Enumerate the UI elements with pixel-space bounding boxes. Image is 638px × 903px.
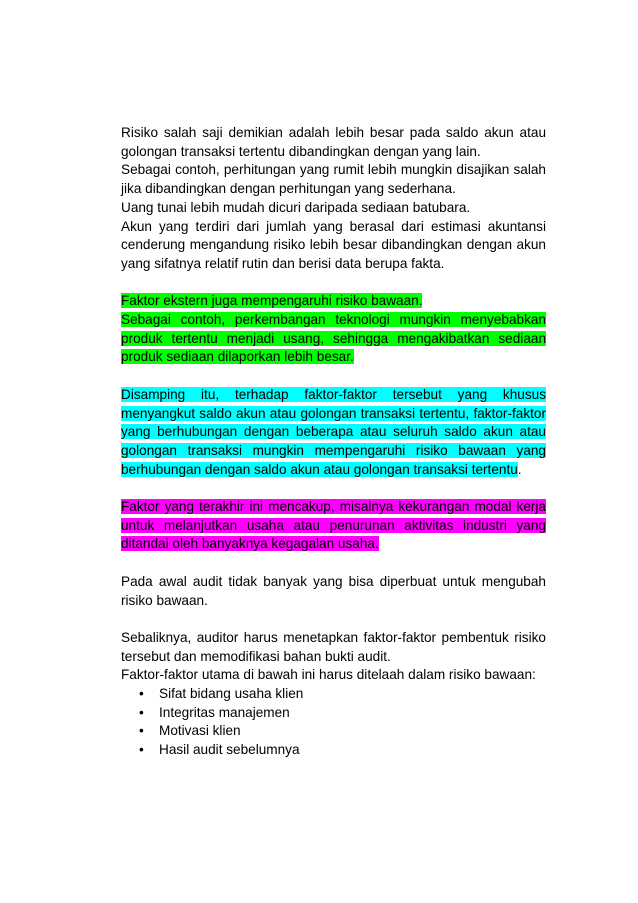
highlight-green-text: Faktor ekstern juga mempengaruhi risiko bawaan. (121, 293, 423, 309)
paragraph-risk-misstatement: Risiko salah saji demikian adalah lebih besar pada saldo akun atau golongan transaksi tertentu dibandingkan dengan yang lain. (121, 125, 546, 159)
list-item-text: Motivasi klien (159, 723, 241, 739)
bullet-icon: • (139, 742, 144, 758)
highlight-green-text: Sebagai contoh, perkembangan teknologi mungkin menyebabkan produk tertentu menjadi usang, sehingga mengakibatkan sediaan produk sediaan dilaporkan lebih besar. (121, 312, 546, 365)
paragraph-estimates: Akun yang terdiri dari jumlah yang berasal dari estimasi akuntansi cenderung mengandung risiko lebih besar dibandingkan dengan akun yang sifatnya relatif rutin dan berisi data berupa fakta. (121, 218, 546, 271)
spacer (121, 367, 546, 386)
list-item-text: Sifat bidang usaha klien (159, 686, 304, 702)
paragraph-main-factors: Faktor-faktor utama di bawah ini harus ditelaah dalam risiko bawaan: (121, 667, 536, 683)
paragraph-auditor-duty: Sebaliknya, auditor harus menetapkan faktor-faktor pembentuk risiko tersebut dan memodifikasi bahan bukti audit. (121, 629, 546, 664)
list-item (139, 685, 546, 704)
list-item-text: Integritas manajemen (159, 704, 290, 720)
factor-list (121, 685, 546, 760)
period-text: . (517, 461, 522, 477)
bullet-icon: • (139, 704, 144, 720)
highlighted-external-factors (121, 292, 546, 311)
paragraph-early-audit: Pada awal audit tidak banyak yang bisa diperbuat untuk mengubah risiko bawaan. (121, 573, 546, 608)
spacer (121, 610, 546, 629)
spacer (121, 479, 546, 498)
highlight-cyan-text: Disamping itu, terhadap faktor-faktor tersebut yang khusus menyangkut saldo akun atau golongan transaksi tertentu, faktor-faktor yang berhubungan dengan beberapa atau seluruh saldo akun atau golongan transaksi mungkin mempengaruhi risiko bawaan yang berhubungan dengan saldo akun atau golongan transaksi tertentu (121, 386, 546, 477)
highlighted-last-factor (121, 498, 546, 554)
bullet-icon: • (139, 686, 144, 702)
highlight-magenta-text: Faktor yang terakhir ini mencakup, misalnya kekurangan modal kerja untuk melanjutkan usaha atau penurunan aktivitas industri yang ditandai oleh banyaknya kegagalan usaha. (121, 499, 546, 552)
document-page (121, 124, 546, 760)
highlighted-technology-example (121, 311, 546, 367)
paragraph-complex-calculation: Sebagai contoh, perhitungan yang rumit lebih mungkin disajikan salah jika dibandingkan dengan perhitungan yang sederhana. (121, 162, 546, 197)
paragraph-cash-theft: Uang tunai lebih mudah dicuri daripada sediaan batubara. (121, 199, 471, 215)
list-item (139, 741, 546, 760)
list-item (139, 704, 546, 723)
bullet-icon: • (139, 723, 144, 739)
list-item-text: Hasil audit sebelumnya (159, 742, 300, 758)
highlighted-specific-factors (121, 386, 546, 480)
spacer (121, 274, 546, 293)
spacer (121, 554, 546, 573)
list-item (139, 722, 546, 741)
